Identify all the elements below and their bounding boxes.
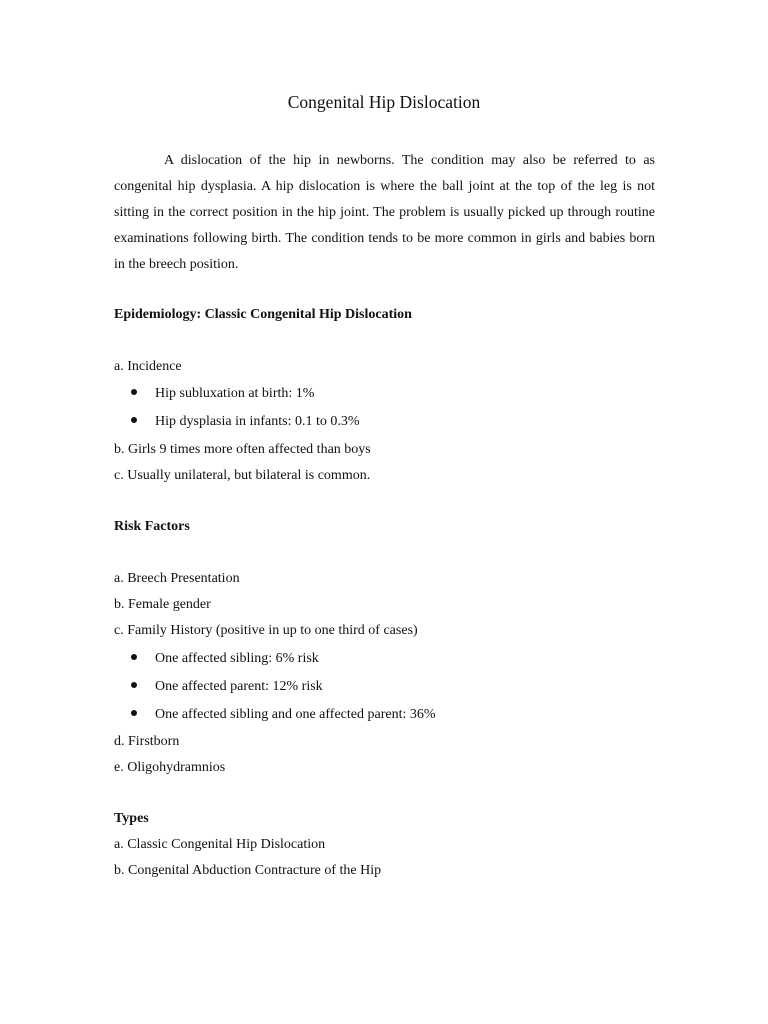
bullet-icon xyxy=(131,389,137,395)
incidence-bullet xyxy=(131,412,360,432)
risk-factor-item-b: b. Female gender xyxy=(114,597,211,612)
family-history-bullet-text: One affected sibling: 6% risk xyxy=(155,651,319,666)
incidence-bullet-text: Hip dysplasia in infants: 0.1 to 0.3% xyxy=(155,414,360,429)
bullet-icon xyxy=(131,710,137,716)
epidemiology-item-b: b. Girls 9 times more often affected than boys xyxy=(114,442,371,457)
intro-paragraph: A dislocation of the hip in newborns. The condition may also be referred to as congenital hip dysplasia. A hip dislocation is where the ball joint at the top of the leg is not sitting in the correct position in the hip joint. The problem is usually picked up through routine examinations following birth. The condition tends to be more common in girls and babies born in the breech position. xyxy=(114,153,655,272)
risk-factors-heading: Risk Factors xyxy=(114,519,190,534)
family-history-bullet xyxy=(131,705,436,725)
risk-factor-item-e: e. Oligohydramnios xyxy=(114,760,226,775)
types-item-a: a. Classic Congenital Hip Dislocation xyxy=(114,837,326,852)
types-item-b: b. Congenital Abduction Contracture of the Hip xyxy=(114,863,382,878)
page-title: Congenital Hip Dislocation xyxy=(287,92,481,112)
epidemiology-heading: Epidemiology: Classic Congenital Hip Dislocation xyxy=(114,307,412,322)
incidence-label: a. Incidence xyxy=(114,359,182,374)
epidemiology-item-c: c. Usually unilateral, but bilateral is common. xyxy=(114,468,371,483)
risk-factor-item-a: a. Breech Presentation xyxy=(114,571,240,586)
risk-factor-item-c: c. Family History (positive in up to one third of cases) xyxy=(114,623,418,638)
types-heading: Types xyxy=(114,811,149,826)
family-history-bullet xyxy=(131,677,323,697)
incidence-bullet xyxy=(131,384,314,404)
family-history-bullet xyxy=(131,649,319,669)
incidence-bullet-text: Hip subluxation at birth: 1% xyxy=(155,386,315,401)
family-history-bullet-text: One affected parent: 12% risk xyxy=(155,679,323,694)
bullet-icon xyxy=(131,682,137,688)
family-history-bullet-text: One affected sibling and one affected parent: 36% xyxy=(155,707,436,722)
bullet-icon xyxy=(131,417,137,423)
bullet-icon xyxy=(131,654,137,660)
risk-factor-item-d: d. Firstborn xyxy=(114,734,180,749)
